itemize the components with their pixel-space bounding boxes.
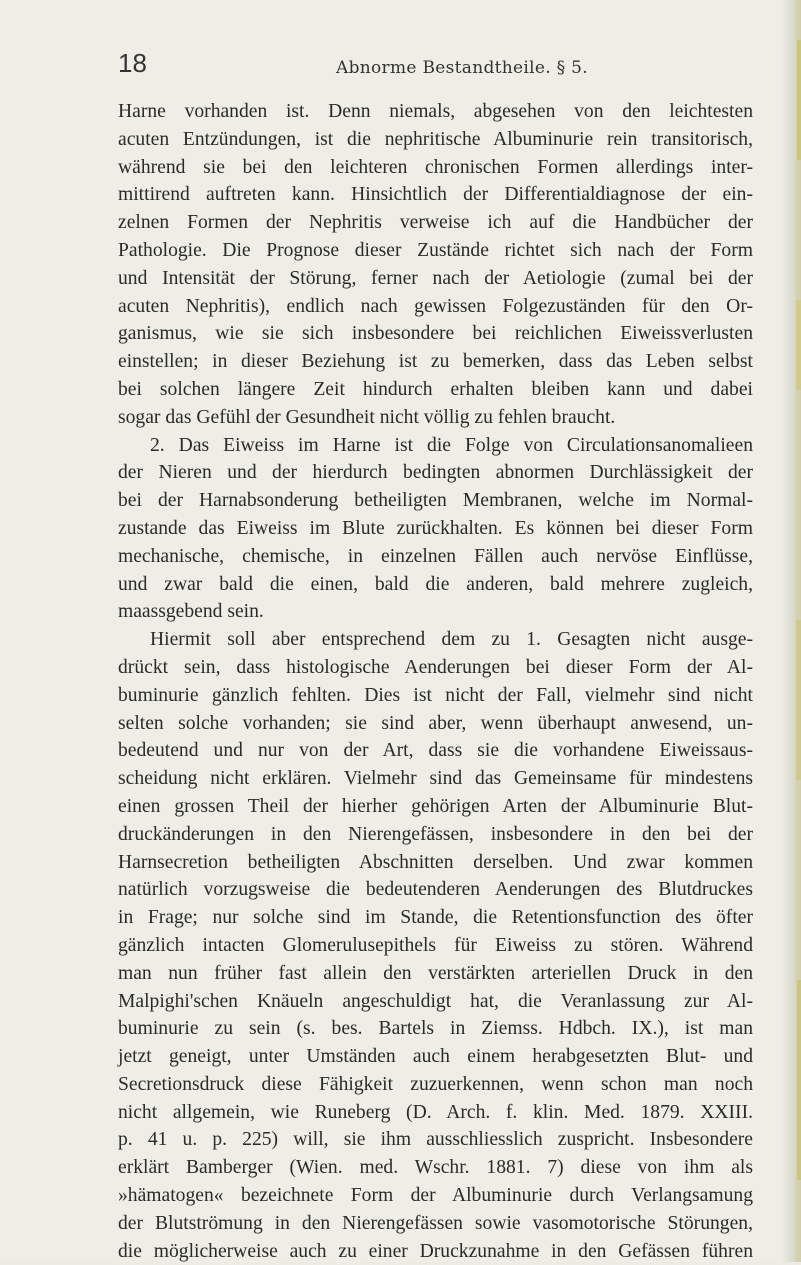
text-line: Secretionsdruck diese Fähigkeit zuzuerkennen, wenn schon man noch <box>118 1073 753 1095</box>
running-head: Abnorme Bestandtheile. § 5. <box>336 58 588 78</box>
text-line: Malpighi'schen Knäueln angeschuldigt hat, die Veranlassung zur Al- <box>118 990 753 1012</box>
text-line: einstellen; in dieser Beziehung ist zu bemerken, dass das Leben selbst <box>118 351 753 373</box>
text-line: und zwar bald die einen, bald die anderen, bald mehrere zugleich, <box>118 573 753 595</box>
text-line: nicht allgemein, wie Runeberg (D. Arch. f. klin. Med. 1879. XXIII. <box>118 1101 753 1123</box>
text-line: drückt sein, dass histologische Aenderungen bei dieser Form der Al- <box>118 656 753 678</box>
text-line: buminurie gänzlich fehlten. Dies ist nicht der Fall, vielmehr sind nicht <box>118 684 753 706</box>
text-line: bedeutend und nur von der Art, dass sie die vorhandene Eiweissaus- <box>118 740 753 762</box>
text-line: einen grossen Theil der hierher gehörigen Arten der Albuminurie Blut- <box>118 795 753 817</box>
text-line: zelnen Formen der Nephritis verweise ich auf die Handbücher der <box>118 212 753 234</box>
text-line: selten solche vorhanden; sie sind aber, wenn überhaupt anwesend, un- <box>118 712 753 734</box>
text-line: ganismus, wie sie sich insbesondere bei reichlichen Eiweissverlusten <box>118 323 753 345</box>
text-line: »hämatogen« bezeichnete Form der Albuminurie durch Verlangsamung <box>118 1185 753 1207</box>
body-text <box>118 98 753 1265</box>
text-line: jetzt geneigt, unter Umständen auch einem herabgesetzten Blut- und <box>118 1046 753 1068</box>
text-line: Pathologie. Die Prognose dieser Zustände richtet sich nach der Form <box>118 239 753 261</box>
text-line: 2. Das Eiweiss im Harne ist die Folge von Circulationsanomalieen <box>150 434 753 456</box>
text-line: maassgebend sein. <box>118 601 264 623</box>
text-line: erklärt Bamberger (Wien. med. Wschr. 1881. 7) diese von ihm als <box>118 1157 753 1179</box>
text-line: man nun früher fast allein den verstärkten arteriellen Druck in den <box>118 962 753 984</box>
text-line: natürlich vorzugsweise die bedeutenderen Aenderungen des Blutdruckes <box>118 879 753 901</box>
text-line: während sie bei den leichteren chronischen Formen allerdings inter- <box>118 156 753 178</box>
text-line: gänzlich intacten Glomerulusepithels für Eiweiss zu stören. Während <box>118 934 753 956</box>
text-line: scheidung nicht erklären. Vielmehr sind das Gemeinsame für mindestens <box>118 768 753 790</box>
text-line: Harnsecretion betheiligten Abschnitten derselben. Und zwar kommen <box>118 851 753 873</box>
text-line: Hiermit soll aber entsprechend dem zu 1. Gesagten nicht ausge- <box>150 629 753 651</box>
text-line: der Nieren und der hierdurch bedingten abnormen Durchlässigkeit der <box>118 462 753 484</box>
text-line: druckänderungen in den Nierengefässen, insbesondere in den bei der <box>118 823 753 845</box>
text-line: mechanische, chemische, in einzelnen Fällen auch nervöse Einflüsse, <box>118 545 753 567</box>
text-line: mittirend auftreten kann. Hinsichtlich der Differentialdiagnose der ein- <box>118 184 753 206</box>
page-number: 18 <box>118 48 147 78</box>
text-line: die möglicherweise auch zu einer Druckzunahme in den Gefässen führen <box>118 1240 753 1262</box>
text-line: bei solchen längere Zeit hindurch erhalten bleiben kann und dabei <box>118 378 753 400</box>
text-line: und Intensität der Störung, ferner nach der Aetiologie (zumal bei der <box>118 267 753 289</box>
text-line: buminurie zu sein (s. bes. Bartels in Ziemss. Hdbch. IX.), ist man <box>118 1018 753 1040</box>
text-line: der Blutströmung in den Nierengefässen sowie vasomotorische Störungen, <box>118 1212 753 1234</box>
text-line: acuten Nephritis), endlich nach gewissen Folgezuständen für den Or- <box>118 295 753 317</box>
text-line: bei der Harnabsonderung betheiligten Membranen, welche im Normal- <box>118 490 753 512</box>
text-line: acuten Entzündungen, ist die nephritische Albuminurie rein transitorisch, <box>118 128 753 150</box>
text-line: in Frage; nur solche sind im Stande, die Retentionsfunction des öfter <box>118 907 753 929</box>
text-line: p. 41 u. p. 225) will, sie ihm ausschliesslich zuspricht. Insbesondere <box>118 1129 753 1151</box>
page-edge-marks <box>787 0 801 1262</box>
text-line: sogar das Gefühl der Gesundheit nicht völlig zu fehlen braucht. <box>118 406 616 428</box>
page-header <box>118 50 753 90</box>
text-line: zustande das Eiweiss im Blute zurückhalten. Es können bei dieser Form <box>118 517 753 539</box>
text-line: Harne vorhanden ist. Denn niemals, abgesehen von den leichtesten <box>118 101 753 122</box>
